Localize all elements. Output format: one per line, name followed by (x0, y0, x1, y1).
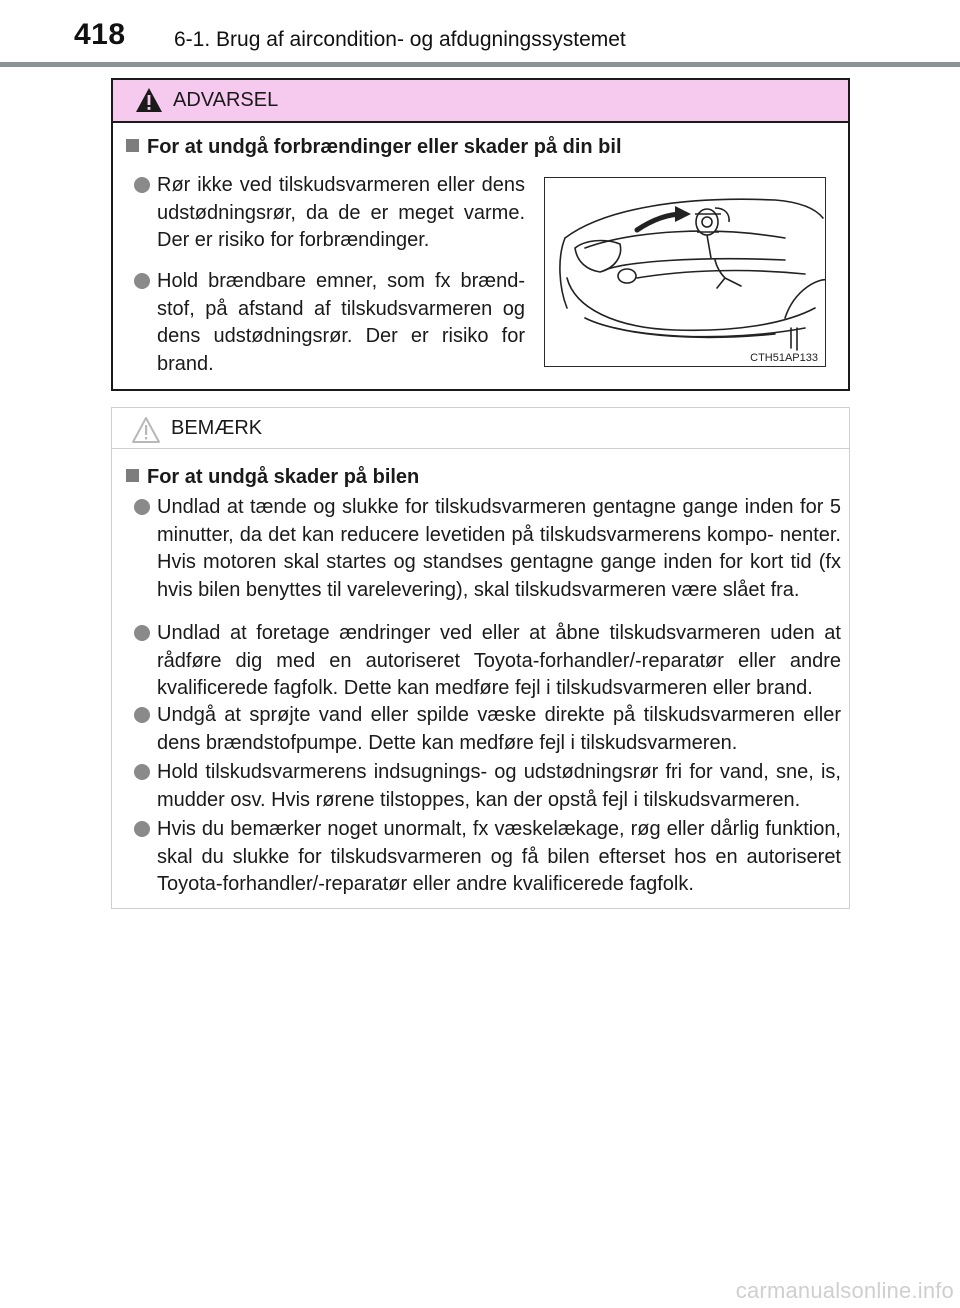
square-bullet-icon (126, 139, 139, 152)
warning-heading (126, 136, 622, 159)
bullet-dot-icon (134, 764, 150, 780)
warning-header (113, 80, 848, 123)
notice-header (112, 408, 849, 449)
bullet-dot-icon (134, 707, 150, 723)
notice-heading-text: For at undgå skader på bilen (147, 466, 420, 488)
notice-item (157, 702, 841, 757)
notice-item-text: Hvis du bemærker noget unormalt, fx væskelækage, røg eller dårlig funktion, skal du slukke for tilskudsvarmeren og få bilen efterset hos en autoriseret Toyota-forhandler/-reparatør eller andre kvalificerede fagfolk. (157, 818, 841, 895)
figure-code: CTH51AP133 (750, 352, 818, 364)
notice-item (157, 759, 841, 814)
bullet-dot-icon (134, 273, 150, 289)
warning-item-text: Rør ikke ved tilskudsvarmeren eller dens udstødningsrør, da de er meget varme. Der er risiko for forbrændinger. (157, 174, 525, 251)
warning-item (157, 268, 525, 378)
bullet-dot-icon (134, 821, 150, 837)
notice-item (157, 494, 841, 604)
notice-item-text: Undlad at foretage ændringer ved eller at åbne tilskudsvarmeren uden at rådføre dig med en autoriseret Toyota-forhandler/-reparatør eller andre kvalificerede fagfolk. Dette kan medføre fejl i tilskudsvarmeren eller brand. (157, 622, 841, 699)
notice-item (157, 620, 841, 703)
warning-heading-text: For at undgå forbrændinger eller skader på din bil (147, 136, 622, 158)
notice-item-text: Hold tilskudsvarmerens indsugnings- og udstødningsrør fri for vand, sne, is, mudder osv. Hvis rørene tilstoppes, kan der opstå fejl i tilskudsvarmeren. (157, 761, 841, 811)
warning-item (157, 172, 525, 255)
header-rule (0, 62, 960, 67)
bullet-dot-icon (134, 499, 150, 515)
notice-label: BEMÆRK (171, 417, 263, 439)
notice-heading (126, 466, 419, 489)
caution-icon (131, 416, 161, 449)
car-front-drawing (545, 178, 826, 367)
notice-item (157, 816, 841, 899)
page-number: 418 (74, 18, 126, 51)
notice-item-text: Undlad at tænde og slukke for tilskudsvarmeren gentagne gange inden for 5 minutter, da det kan reducere levetiden på tilskudsvarmerens kompo- nenter. Hvis motoren skal startes og standses gentagne gange inden for kort tid (fx hvis bilen benyttes til varelevering), skal tilskudsvarmeren være slået fra. (157, 496, 841, 601)
section-title: 6-1. Brug af aircondition- og afdugningssystemet (174, 28, 626, 51)
warning-label: ADVARSEL (173, 89, 279, 111)
square-bullet-icon (126, 469, 139, 482)
warning-icon (135, 86, 163, 119)
warning-item-text: Hold brændbare emner, som fx brænd- stof, på afstand af tilskudsvarmeren og dens udstødningsrør. Der er risiko for brand. (157, 270, 525, 375)
page-header (0, 0, 960, 64)
heater-exhaust-illustration (544, 177, 826, 367)
notice-item-text: Undgå at sprøjte vand eller spilde væske direkte på tilskudsvarmeren eller dens brændstofpumpe. Dette kan medføre fejl i tilskudsvarmeren. (157, 704, 841, 754)
watermark: carmanualsonline.info (735, 1278, 954, 1303)
bullet-dot-icon (134, 625, 150, 641)
bullet-dot-icon (134, 177, 150, 193)
